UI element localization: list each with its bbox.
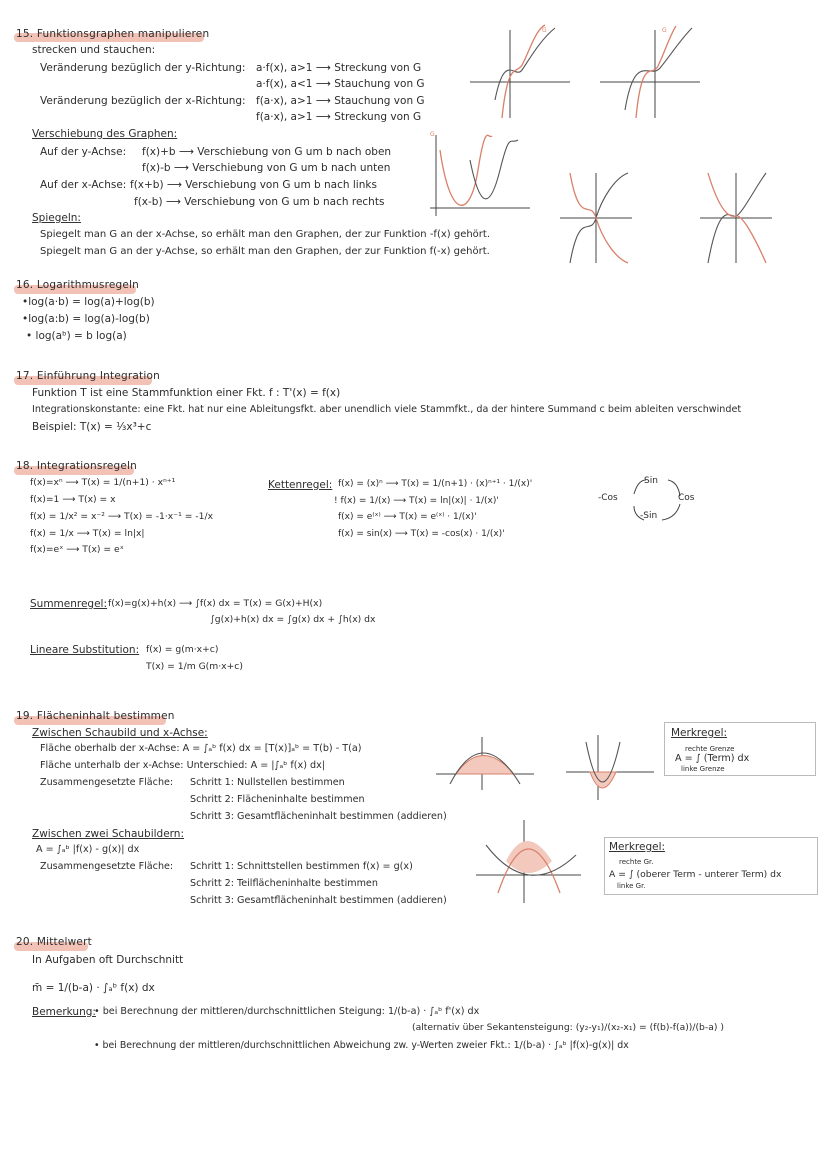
merkregel-2-bottom: linke Gr.	[617, 882, 646, 890]
s15-xa1: f(x+b) ⟶ Verschiebung von G um b nach links	[130, 179, 377, 191]
s19-step1-2: Schritt 2: Flächeninhalte bestimmen	[190, 794, 365, 805]
s15-subtitle-strecken: strecken und stauchen:	[32, 44, 156, 56]
s20-remark-2: • bei Berechnung der mittleren/durchschnittlichen Abweichung zw. y-Werten zweier Fkt.: 1/(b-a) · ∫ₐᵇ |f(x)-g(x)| dx	[94, 1040, 629, 1051]
s15-sp2: Spiegelt man G an der y-Achse, so erhält man den Graphen, der zur Funktion f(-x) gehört.	[40, 246, 490, 257]
s17-line-2: Integrationskonstante: eine Fkt. hat nur eine Ableitungsfkt. aber unendlich viele Stammfkt., da der hintere Summand c beim ableiten verschwindet	[32, 404, 742, 415]
s18-chain-2: ! f(x) = 1/(x) ⟶ T(x) = ln|(x)| · 1/(x)'	[334, 496, 499, 506]
s15-x1: f(a·x), a>1 ⟶ Stauchung von G	[256, 95, 425, 107]
s18-rule-1: f(x)=xⁿ ⟶ T(x) = 1/(n+1) · xⁿ⁺¹	[30, 477, 176, 488]
sketch-area-below	[566, 732, 656, 802]
s19-comp-label-2: Zusammengesetzte Fläche:	[40, 861, 174, 872]
s19-step1-3: Schritt 3: Gesamtflächeninhalt bestimmen (addieren)	[190, 811, 447, 822]
sketch-mirror-y	[700, 168, 775, 268]
svg-text:G: G	[430, 131, 435, 138]
svg-text:G: G	[542, 27, 547, 34]
s15-ya2: f(x)-b ⟶ Verschiebung von G um b nach unten	[142, 162, 391, 174]
s15-xa-label: Auf der x-Achse:	[40, 179, 127, 191]
s16-rule-2: •log(a:b) = log(a)-log(b)	[22, 313, 150, 325]
s18-rule-5: f(x)=eˣ ⟶ T(x) = eˣ	[30, 544, 124, 555]
s17-line-1: Funktion T ist eine Stammfunktion einer Fkt. f : T'(x) = f(x)	[32, 387, 341, 399]
sketch-area-above	[436, 732, 536, 792]
s19-line-3: A = ∫ₐᵇ |f(x) - g(x)| dx	[36, 844, 140, 855]
s18-sum-2: ∫g(x)+h(x) dx = ∫g(x) dx + ∫h(x) dx	[210, 614, 376, 625]
s19-title: 19. Flächeninhalt bestimmen	[16, 710, 175, 722]
s17-title: 17. Einführung Integration	[16, 370, 160, 382]
s18-title: 18. Integrationsregeln	[16, 460, 138, 472]
merkregel-2-top: rechte Gr.	[619, 858, 654, 866]
s17-line-3: Beispiel: T(x) = ⅓x³+c	[32, 421, 152, 433]
merkregel-box-1	[664, 722, 816, 776]
s19-step2-3: Schritt 3: Gesamtflächeninhalt bestimmen (addieren)	[190, 895, 447, 906]
merkregel-box-2	[604, 837, 818, 895]
s19-comp-label-1: Zusammengesetzte Fläche:	[40, 777, 174, 788]
cycle-cos: Cos	[678, 493, 695, 503]
s19-line-2: Fläche unterhalb der x-Achse: Unterschied: A = |∫ₐᵇ f(x) dx|	[40, 760, 326, 771]
s20-title: 20. Mittelwert	[16, 936, 92, 948]
s18-lin-label: Lineare Substitution:	[30, 644, 140, 656]
s15-y1: a·f(x), a>1 ⟶ Streckung von G	[256, 62, 422, 74]
s15-y-label: Veränderung bezüglich der y-Richtung:	[40, 62, 246, 74]
cycle-neg-cos: -Cos	[598, 493, 618, 503]
s20-remark-1b: (alternativ über Sekantensteigung: (y₂-y₁)/(x₂-x₁) = (f(b)-f(a))/(b-a) )	[412, 1022, 724, 1033]
merkregel-1-top: rechte Grenze	[685, 745, 735, 753]
s16-title: 16. Logarithmusregeln	[16, 279, 140, 291]
s20-formula: m̄ = 1/(b-a) · ∫ₐᵇ f(x) dx	[32, 982, 155, 994]
s19-step2-1: Schritt 1: Schnittstellen bestimmen f(x) = g(x)	[190, 861, 413, 872]
s15-xa2: f(x-b) ⟶ Verschiebung von G um b nach rechts	[134, 196, 385, 208]
s16-rule-3: • log(aᵇ) = b log(a)	[26, 330, 127, 342]
s18-lin-1: f(x) = g(m·x+c)	[146, 644, 219, 655]
s15-x-label: Veränderung bezüglich der x-Richtung:	[40, 95, 246, 107]
s19-step1-1: Schritt 1: Nullstellen bestimmen	[190, 777, 345, 788]
s18-rule-4: f(x) = 1/x ⟶ T(x) = ln|x|	[30, 528, 145, 539]
s15-subtitle-spiegeln: Spiegeln:	[32, 212, 81, 224]
s18-sum-label: Summenregel:	[30, 598, 108, 610]
s18-chain-3: f(x) = e⁽ˣ⁾ ⟶ T(x) = e⁽ˣ⁾ · 1/(x)'	[338, 512, 477, 522]
svg-text:G: G	[662, 27, 667, 34]
merkregel-2-formula: A = ∫ (oberer Term - unterer Term) dx	[609, 869, 782, 880]
s19-sub2: Zwischen zwei Schaubildern:	[32, 828, 184, 840]
sketch-stretch-y	[470, 20, 580, 120]
s19-sub1: Zwischen Schaubild und x-Achse:	[32, 727, 208, 739]
merkregel-2-title: Merkregel:	[609, 841, 666, 853]
s18-lin-2: T(x) = 1/m G(m·x+c)	[146, 661, 243, 672]
s18-chain-label: Kettenregel:	[268, 479, 333, 491]
sketch-mirror-x	[560, 168, 635, 268]
s15-sp1: Spiegelt man G an der x-Achse, so erhält man den Graphen, der zur Funktion -f(x) gehört.	[40, 229, 491, 240]
merkregel-1-bottom: linke Grenze	[681, 765, 725, 773]
s15-y2: a·f(x), a<1 ⟶ Stauchung von G	[256, 78, 425, 90]
sketch-stretch-x	[600, 20, 710, 120]
s20-remark-label: Bemerkung:	[32, 1006, 96, 1018]
s16-rule-1: •log(a·b) = log(a)+log(b)	[22, 296, 155, 308]
s18-sum-1: f(x)=g(x)+h(x) ⟶ ∫f(x) dx = T(x) = G(x)+H(x)	[108, 598, 323, 609]
merkregel-1-title: Merkregel:	[671, 727, 728, 739]
cycle-neg-sin: -Sin	[640, 511, 658, 521]
s15-ya1: f(x)+b ⟶ Verschiebung von G um b nach oben	[142, 146, 392, 158]
s15-ya-label: Auf der y-Achse:	[40, 146, 127, 158]
s18-chain-4: f(x) = sin(x) ⟶ T(x) = -cos(x) · 1/(x)'	[338, 529, 505, 539]
merkregel-1-formula: A = ∫ (Term) dx	[675, 753, 750, 764]
s18-rule-2: f(x)=1 ⟶ T(x) = x	[30, 494, 116, 505]
sketch-shift	[430, 130, 540, 220]
sketch-area-between	[476, 815, 586, 905]
s15-subtitle-verschiebung: Verschiebung des Graphen:	[32, 128, 178, 140]
s15-x2: f(a·x), a>1 ⟶ Streckung von G	[256, 111, 422, 123]
s18-rule-3: f(x) = 1/x² = x⁻² ⟶ T(x) = -1·x⁻¹ = -1/x	[30, 511, 214, 522]
s19-line-1: Fläche oberhalb der x-Achse: A = ∫ₐᵇ f(x) dx = [T(x)]ₐᵇ = T(b) - T(a)	[40, 743, 362, 754]
s20-line-1: In Aufgaben oft Durchschnitt	[32, 954, 184, 966]
s20-remark-1: • bei Berechnung der mittleren/durchschnittlichen Steigung: 1/(b-a) · ∫ₐᵇ f'(x) dx	[94, 1006, 480, 1017]
s15-title: 15. Funktionsgraphen manipulieren	[16, 28, 210, 40]
s18-chain-1: f(x) = (x)ⁿ ⟶ T(x) = 1/(n+1) · (x)ⁿ⁺¹ · 1/(x)'	[338, 479, 533, 489]
cycle-sin: Sin	[644, 476, 658, 486]
s19-step2-2: Schritt 2: Teilflächeninhalte bestimmen	[190, 878, 378, 889]
